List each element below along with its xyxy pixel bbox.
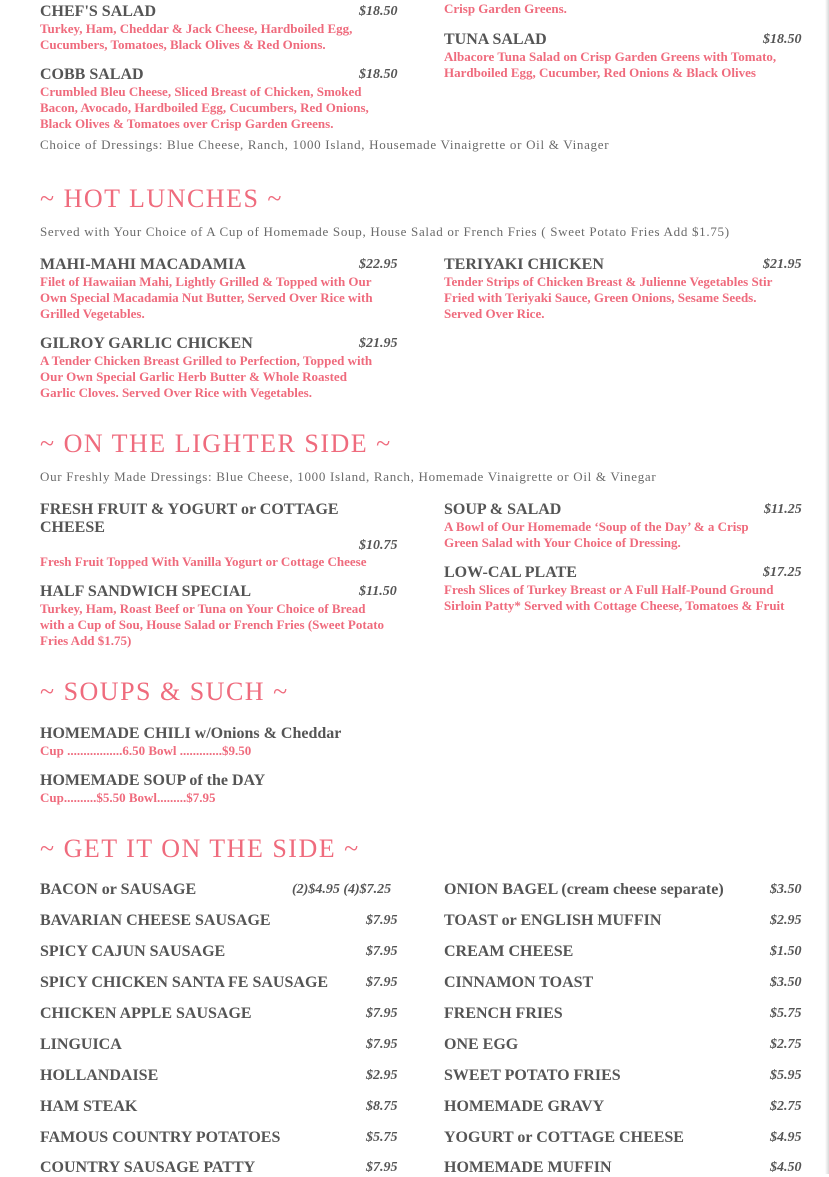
side-item-name: HOMEMADE GRAVY bbox=[444, 1098, 605, 1115]
chili-name: HOMEMADE CHILI w/Onions & Cheddar bbox=[40, 725, 342, 742]
side-item-price: $7.95 bbox=[366, 1006, 398, 1021]
side-item-price: $7.95 bbox=[366, 975, 398, 990]
side-item-price: $2.75 bbox=[770, 1099, 802, 1114]
salad-dressings-note: Choice of Dressings: Blue Cheese, Ranch, 1000 Island, Housemade Vinaigrette or Oil & Vinager bbox=[40, 137, 610, 152]
side-item-price: $7.95 bbox=[366, 944, 398, 959]
side-item-price: $2.95 bbox=[366, 1068, 398, 1083]
soup-of-day-prices: Cup..........$5.50 Bowl.........$7.95 bbox=[40, 790, 216, 805]
side-item-name: FRENCH FRIES bbox=[444, 1005, 563, 1022]
side-item-name: TOAST or ENGLISH MUFFIN bbox=[444, 912, 662, 929]
side-item-name: CINNAMON TOAST bbox=[444, 974, 594, 991]
cobb-salad-desc: Crumbled Bleu Cheese, Sliced Breast of Chicken, Smoked Bacon, Avocado, Hardboiled Egg, Cucumbers, Red Onions, Black Olives & Tomatoes over Crisp Garden Greens. bbox=[40, 84, 369, 131]
side-item-name: FAMOUS COUNTRY POTATOES bbox=[40, 1129, 281, 1146]
low-cal-plate-name: LOW-CAL PLATE bbox=[444, 564, 577, 581]
side-item-price: $7.95 bbox=[366, 913, 398, 928]
side-item-name: COUNTRY SAUSAGE PATTY bbox=[40, 1159, 256, 1176]
soup-salad-price: $11.25 bbox=[764, 502, 802, 517]
side-item-price: $4.95 bbox=[770, 1130, 802, 1145]
mahi-mahi-desc: Filet of Hawaiian Mahi, Lightly Grilled & Topped with Our Own Special Macadamia Nut Butter, Served Over Rice with Grilled Vegetables. bbox=[40, 274, 373, 321]
teriyaki-chicken-price: $21.95 bbox=[763, 257, 802, 272]
side-item-price: $2.95 bbox=[770, 913, 802, 928]
soup-of-day-name: HOMEMADE SOUP of the DAY bbox=[40, 772, 266, 789]
low-cal-plate-desc: Fresh Slices of Turkey Breast or A Full Half-Pound Ground Sirloin Patty* Served with Cottage Cheese, Tomatoes & Fruit bbox=[444, 582, 785, 613]
side-item-name: ONE EGG bbox=[444, 1036, 519, 1053]
chefs-salad-desc: Turkey, Ham, Cheddar & Jack Cheese, Hardboiled Egg, Cucumbers, Tomatoes, Black Olives & Red Onions. bbox=[40, 21, 353, 52]
side-item-price: $3.50 bbox=[770, 882, 802, 897]
hot-lunches-note: Served with Your Choice of A Cup of Homemade Soup, House Salad or French Fries ( Sweet Potato Fries Add $1.75) bbox=[40, 224, 730, 239]
side-item-price: $8.75 bbox=[366, 1099, 398, 1114]
chili-prices: Cup .................6.50 Bowl .............$9.50 bbox=[40, 743, 252, 758]
page-edge-shadow bbox=[825, 0, 829, 1174]
mahi-mahi-price: $22.95 bbox=[359, 257, 398, 272]
side-item-name: HOLLANDAISE bbox=[40, 1067, 159, 1084]
chefs-salad-name: CHEF'S SALAD bbox=[40, 3, 157, 20]
half-sandwich-price: $11.50 bbox=[359, 584, 397, 599]
tuna-prev-desc-tail: Crisp Garden Greens. bbox=[444, 1, 567, 16]
side-item-price: $5.75 bbox=[770, 1006, 802, 1021]
side-item-price: $7.95 bbox=[366, 1037, 398, 1052]
gilroy-chicken-price: $21.95 bbox=[359, 336, 398, 351]
gilroy-chicken-desc: A Tender Chicken Breast Grilled to Perfection, Topped with Our Own Special Garlic Herb Butter & Whole Roasted Garlic Cloves. Served Over Rice with Vegetables. bbox=[40, 353, 373, 400]
hot-lunches-heading: ~ HOT LUNCHES ~ bbox=[40, 184, 283, 213]
side-item-name: CREAM CHEESE bbox=[444, 943, 574, 960]
side-item-price: $5.75 bbox=[366, 1130, 398, 1145]
tuna-salad-desc: Albacore Tuna Salad on Crisp Garden Greens with Tomato, Hardboiled Egg, Cucumber, Red Onions & Black Olives bbox=[444, 49, 777, 80]
soup-salad-desc: A Bowl of Our Homemade ‘Soup of the Day’ & a Crisp Green Salad with Your Choice of Dressing. bbox=[444, 519, 749, 550]
tuna-salad-name: TUNA SALAD bbox=[444, 31, 547, 48]
fruit-yogurt-desc: Fresh Fruit Topped With Vanilla Yogurt or Cottage Cheese bbox=[40, 554, 367, 569]
side-item-name: SWEET POTATO FRIES bbox=[444, 1067, 621, 1084]
side-item-price: $1.50 bbox=[770, 944, 802, 959]
side-item-name: SPICY CHICKEN SANTA FE SAUSAGE bbox=[40, 974, 329, 991]
half-sandwich-desc: Turkey, Ham, Roast Beef or Tuna on Your Choice of Bread with a Cup of Sou, House Salad or French Fries (Sweet Potato Fries Add $1.75) bbox=[40, 601, 385, 648]
cobb-salad-price: $18.50 bbox=[359, 67, 398, 82]
side-item-name: BAVARIAN CHEESE SAUSAGE bbox=[40, 912, 271, 929]
side-item-price: (2)$4.95 (4)$7.25 bbox=[292, 882, 392, 897]
fruit-yogurt-name: FRESH FRUIT & YOGURT or COTTAGE CHEESE bbox=[40, 501, 339, 536]
side-item-name: BACON or SAUSAGE bbox=[40, 881, 197, 898]
side-item-name: LINGUICA bbox=[40, 1036, 122, 1053]
tuna-salad-price: $18.50 bbox=[763, 32, 802, 47]
side-item-price: $3.50 bbox=[770, 975, 802, 990]
side-item-name: SPICY CAJUN SAUSAGE bbox=[40, 943, 226, 960]
fruit-yogurt-price: $10.75 bbox=[359, 538, 398, 553]
side-item-name: ONION BAGEL (cream cheese separate) bbox=[444, 881, 724, 898]
side-item-name: HAM STEAK bbox=[40, 1098, 138, 1115]
teriyaki-chicken-desc: Tender Strips of Chicken Breast & Julienne Vegetables Stir Fried with Teriyaki Sauce, Green Onions, Sesame Seeds. Served Over Rice. bbox=[444, 274, 773, 321]
lighter-side-heading: ~ ON THE LIGHTER SIDE ~ bbox=[40, 429, 392, 458]
low-cal-plate-price: $17.25 bbox=[763, 565, 802, 580]
chefs-salad-price: $18.50 bbox=[359, 4, 398, 19]
gilroy-chicken-name: GILROY GARLIC CHICKEN bbox=[40, 335, 253, 352]
teriyaki-chicken-name: TERIYAKI CHICKEN bbox=[444, 256, 604, 273]
soups-heading: ~ SOUPS & SUCH ~ bbox=[40, 677, 289, 706]
side-item-price: $2.75 bbox=[770, 1037, 802, 1052]
side-item-name: HOMEMADE MUFFIN bbox=[444, 1159, 612, 1176]
soup-salad-name: SOUP & SALAD bbox=[444, 501, 562, 518]
cobb-salad-name: COBB SALAD bbox=[40, 66, 144, 83]
lighter-side-note: Our Freshly Made Dressings: Blue Cheese, 1000 Island, Ranch, Homemade Vinaigrette or Oil & Vinegar bbox=[40, 469, 657, 484]
side-item-price: $4.50 bbox=[770, 1160, 802, 1175]
sides-heading: ~ GET IT ON THE SIDE ~ bbox=[40, 834, 360, 863]
half-sandwich-name: HALF SANDWICH SPECIAL bbox=[40, 583, 251, 600]
side-item-price: $5.95 bbox=[770, 1068, 802, 1083]
side-item-name: YOGURT or COTTAGE CHEESE bbox=[444, 1129, 684, 1146]
side-item-name: CHICKEN APPLE SAUSAGE bbox=[40, 1005, 252, 1022]
side-item-price: $7.95 bbox=[366, 1160, 398, 1175]
mahi-mahi-name: MAHI-MAHI MACADAMIA bbox=[40, 256, 246, 273]
